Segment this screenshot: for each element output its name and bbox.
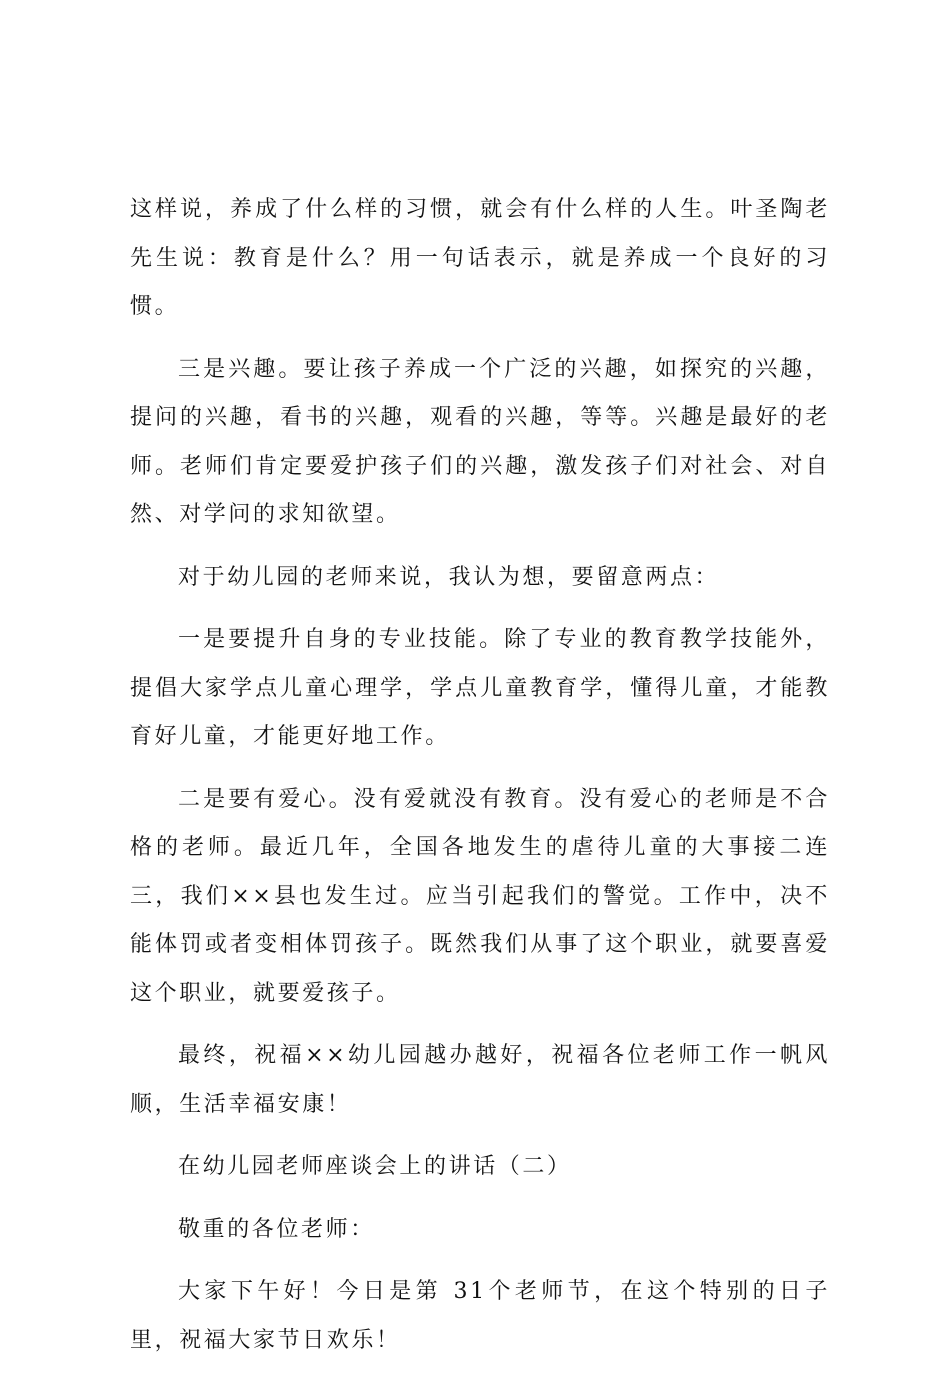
paragraph-6: 最终，祝福××幼儿园越办越好，祝福各位老师工作一帆风顺，生活幸福安康！ xyxy=(130,1043,830,1117)
paragraph-1: 这样说，养成了什么样的习惯，就会有什么样的人生。叶圣陶老先生说：教育是什么？用一句话表示，就是养成一个良好的习惯。 xyxy=(130,197,830,319)
document-body xyxy=(130,186,830,1379)
paragraph-2: 三是兴趣。要让孩子养成一个广泛的兴趣，如探究的兴趣，提问的兴趣，看书的兴趣，观看的兴趣，等等。兴趣是最好的老师。老师们肯定要爱护孩子们的兴趣，激发孩子们对社会、对自然、对学问的求知欲望。 xyxy=(130,356,830,527)
paragraph-9: 大家下午好！今日是第 31个老师节，在这个特别的日子里，祝福大家节日欢乐！ xyxy=(130,1279,830,1353)
section-title: 在幼儿园老师座谈会上的讲话（二） xyxy=(178,1154,572,1179)
paragraph-4: 一是要提升自身的专业技能。除了专业的教育教学技能外，提倡大家学点儿童心理学，学点儿童教育学，懂得儿童，才能教育好儿童，才能更好地工作。 xyxy=(130,627,830,749)
paragraph-3: 对于幼儿园的老师来说，我认为想，要留意两点： xyxy=(178,564,720,590)
paragraph-5: 二是要有爱心。没有爱就没有教育。没有爱心的老师是不合格的老师。最近几年，全国各地发生的虐待儿童的大事接二连三，我们××县也发生过。应当引起我们的警觉。工作中，决不能体罚或者变相体罚孩子。既然我们从事了这个职业，就要喜爱这个职业，就要爱孩子。 xyxy=(130,786,830,1006)
salutation: 敬重的各位老师： xyxy=(178,1216,375,1242)
